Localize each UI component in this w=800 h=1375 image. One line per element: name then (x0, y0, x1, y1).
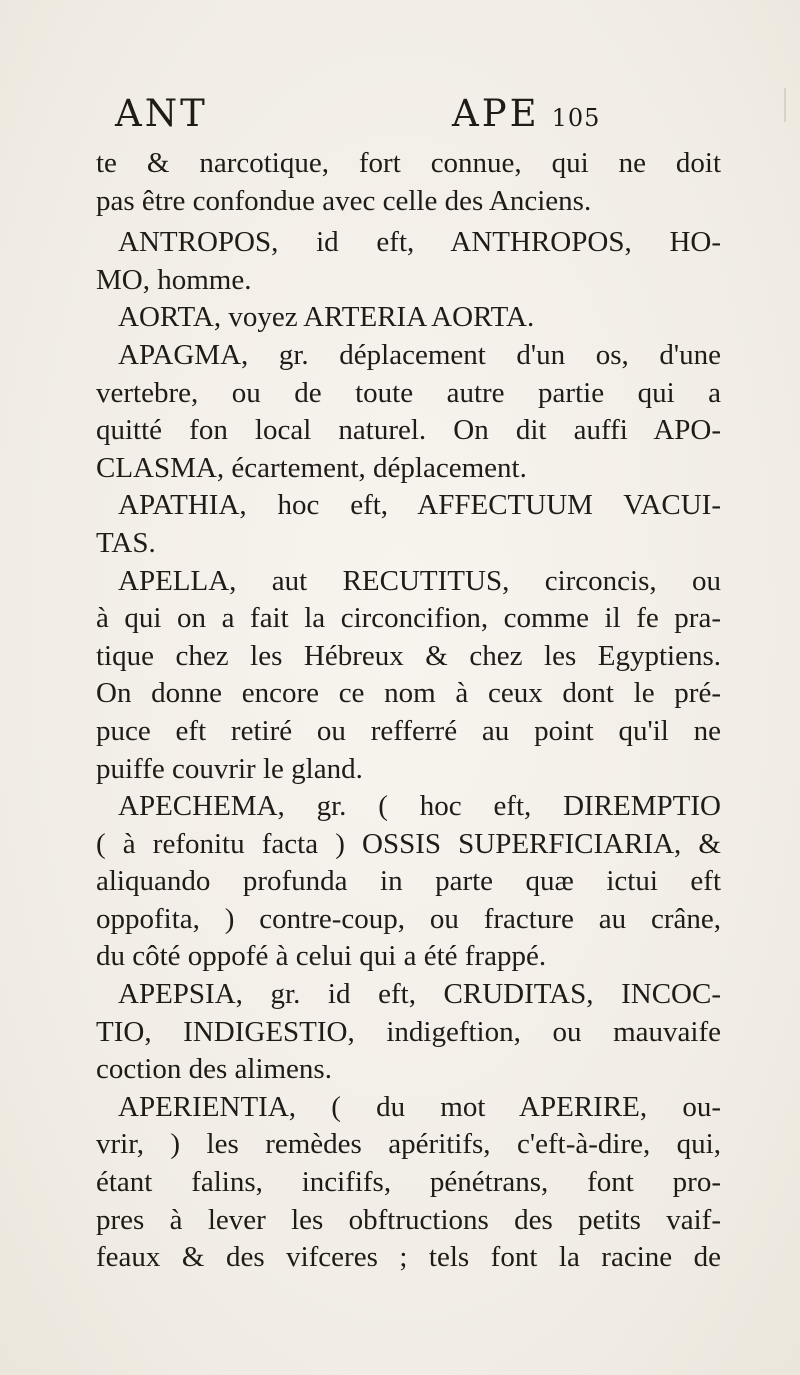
text-line: TIO, INDIGESTIO, indigeftion, ou mauvaife (96, 1015, 721, 1048)
text-line: à qui on a fait la circoncifion, comme il fe pra- (96, 602, 721, 635)
text-line: te & narcotique, fort connue, qui ne doit (96, 147, 721, 179)
text-line: puiffe couvrir le gland. (96, 752, 363, 785)
text-line: pres à lever les obftructions des petits vaif- (96, 1203, 721, 1236)
text-line: oppofita, ) contre-coup, ou fracture au crâne, (96, 902, 721, 935)
page-number: 105 (551, 104, 601, 132)
text-line: ( à refonitu facta ) OSSIS SUPERFICIARIA, & (96, 827, 721, 860)
entry-apepsia: APEPSIA, gr. id eft, CRUDITAS, INCOC- (118, 978, 721, 1011)
text-line: CLASMA, écartement, déplacement. (96, 451, 527, 484)
text-line: On donne encore ce nom à ceux dont le pré- (96, 677, 721, 710)
entry-aperientia: APERIENTIA, ( du mot APERIRE, ou- (118, 1090, 721, 1123)
text-line: puce eft retiré ou refferré au point qu'il ne (96, 714, 721, 747)
running-header (0, 94, 800, 134)
entry-antropos: ANTROPOS, id eft, ANTHROPOS, HO- (118, 226, 721, 259)
text-line: étant falins, incififs, pénétrans, font pro- (96, 1166, 721, 1199)
header-right-group (452, 94, 600, 138)
entry-apathia: APATHIA, hoc eft, AFFECTUUM VACUI- (118, 489, 721, 522)
entry-apella: APELLA, aut RECUTITUS, circoncis, ou (118, 564, 721, 597)
text-line: coction des alimens. (96, 1053, 332, 1086)
text-line: tique chez les Hébreux & chez les Egyptiens. (96, 639, 721, 672)
entry-apagma: APAGMA, gr. déplacement d'un os, d'une (118, 338, 721, 371)
header-right-word: APE (452, 92, 540, 135)
text-line: vrir, ) les remèdes apéritifs, c'eft-à-dire, qui, (96, 1128, 721, 1161)
text-line: MO, homme. (96, 263, 252, 296)
text-line: TAS. (96, 526, 156, 559)
dictionary-body (96, 145, 721, 1277)
header-left-word: ANT (115, 92, 208, 135)
text-line: pas être confondue avec celle des Anciens. (96, 184, 592, 217)
text-line: feaux & des vifceres ; tels font la racine de (96, 1241, 721, 1274)
entry-apechema: APECHEMA, gr. ( hoc eft, DIREMPTIO (118, 790, 721, 823)
text-line: vertebre, ou de toute autre partie qui a (96, 376, 721, 409)
text-line: quitté fon local naturel. On dit auffi APO- (96, 414, 721, 447)
text-line: du côté oppofé à celui qui a été frappé. (96, 940, 547, 973)
text-line: aliquando profunda in parte quæ ictui eft (96, 865, 721, 898)
entry-aorta: AORTA, voyez ARTERIA AORTA. (118, 301, 535, 334)
